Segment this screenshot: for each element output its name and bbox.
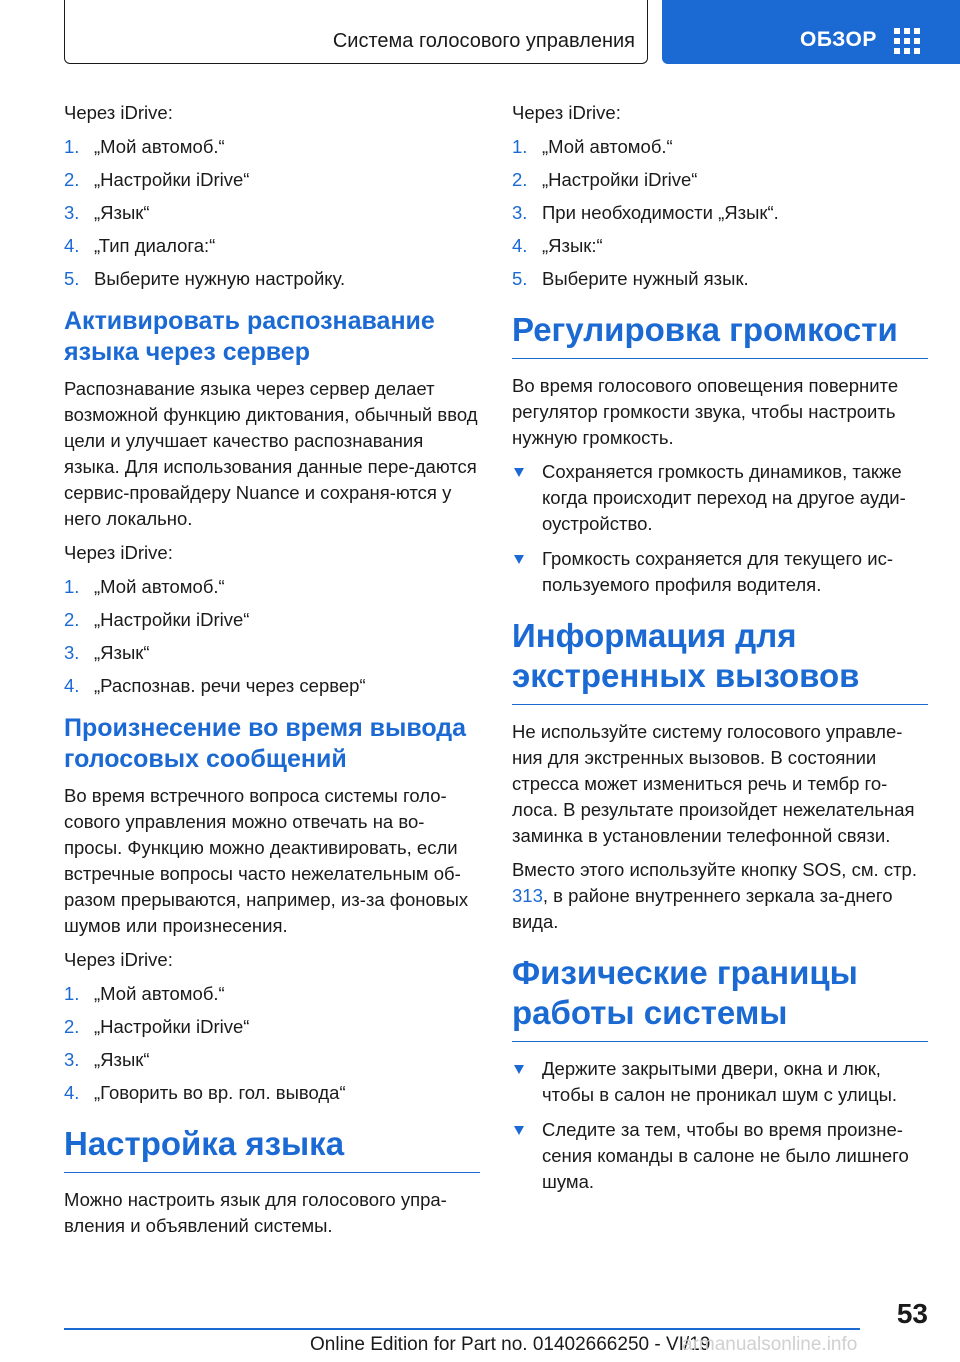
step-item: 4. „Говорить во вр. гол. вывода“ xyxy=(64,1082,346,1103)
step-item: 3. „Язык“ xyxy=(64,202,150,223)
footer-edition: Online Edition for Part no. 01402666250 - VI/19 xyxy=(310,1334,711,1355)
step-item: 4. „Распознав. речи через сервер“ xyxy=(64,675,366,696)
step-item: 4. „Тип диалога:“ xyxy=(64,235,216,256)
paragraph-volume: Во время голосового оповещения поверните регулятор громкости звука, чтобы настроить нужную громкость. xyxy=(512,375,899,448)
triangle-bullet-icon xyxy=(514,1126,524,1135)
bullets-limits xyxy=(512,1056,928,1195)
step-item: 2. „Настройки iDrive“ xyxy=(64,169,250,190)
heading-language-setting: Настройка языка xyxy=(64,1124,480,1173)
header-title: Система голосового управления xyxy=(332,30,635,52)
steps-list-language xyxy=(512,134,928,292)
step-item: 2. „Настройки iDrive“ xyxy=(64,609,250,630)
left-column xyxy=(64,100,480,1247)
step-item: 1. „Мой автомоб.“ xyxy=(64,576,225,597)
paragraph-speak-during-output: Во время встречного вопроса системы голо-сового управления можно отвечать на во-просы. Функцию можно деактивировать, если встречные вопросы часто нежелательным об-разом прерываются, например, из-за фоновых шумов или произнесения. xyxy=(64,785,469,936)
bullet-item: Держите закрытыми двери, окна и люк, чтобы в салон не проникал шум с улицы. xyxy=(512,1056,928,1108)
heading-physical-limits: Физические границы работы системы xyxy=(512,953,928,1042)
steps-list-dialog xyxy=(64,134,480,292)
via-idrive-label: Через iDrive: xyxy=(512,102,621,123)
step-item: 5. Выберите нужную настройку. xyxy=(64,268,346,289)
step-item: 1. „Мой автомоб.“ xyxy=(64,136,225,157)
bullet-item: Следите за тем, чтобы во время произне-сения команды в салоне не было лишнего шума. xyxy=(512,1117,928,1195)
step-item: 3. При необходимости „Язык“. xyxy=(512,202,779,223)
bullets-volume xyxy=(512,459,928,598)
grid-icon xyxy=(894,28,920,54)
steps-list-speak xyxy=(64,981,480,1106)
heading-speak-during-output: Произнесение во время вывода голосовых сообщений xyxy=(64,714,467,773)
via-idrive-label: Через iDrive: xyxy=(64,949,173,970)
step-item: 3. „Язык“ xyxy=(64,642,150,663)
right-column xyxy=(512,100,928,1205)
section-label: ОБЗОР xyxy=(800,28,877,51)
step-item: 2. „Настройки iDrive“ xyxy=(512,169,698,190)
page-header xyxy=(0,0,960,66)
steps-list-server xyxy=(64,574,480,699)
page-reference-link[interactable]: 313 xyxy=(512,885,543,906)
paragraph-sos: Вместо этого используйте кнопку SOS, см. стр. 313, в районе внутреннего зеркала за-днего вида. xyxy=(512,859,917,932)
step-item: 2. „Настройки iDrive“ xyxy=(64,1016,250,1037)
step-item: 3. „Язык“ xyxy=(64,1049,150,1070)
step-item: 5. Выберите нужный язык. xyxy=(512,268,749,289)
via-idrive-label: Через iDrive: xyxy=(64,542,173,563)
bullet-item: Громкость сохраняется для текущего ис-пользуемого профиля водителя. xyxy=(512,546,928,598)
triangle-bullet-icon xyxy=(514,1065,524,1074)
paragraph-language-setting: Можно настроить язык для голосового упра-вления и объявлений системы. xyxy=(64,1189,447,1236)
paragraph-emergency: Не используйте систему голосового управле-ния для экстренных вызовов. В состоянии стресса может измениться речь и тембр го-лоса. В результате произойдет нежелательная заминка в установлении телефонной связи. xyxy=(512,721,915,846)
via-idrive-label: Через iDrive: xyxy=(64,102,173,123)
step-item: 4. „Язык:“ xyxy=(512,235,603,256)
heading-volume: Регулировка громкости xyxy=(512,310,928,359)
step-item: 1. „Мой автомоб.“ xyxy=(512,136,673,157)
heading-emergency: Информация для экстренных вызовов xyxy=(512,616,928,705)
triangle-bullet-icon xyxy=(514,468,524,477)
step-item: 1. „Мой автомоб.“ xyxy=(64,983,225,1004)
section-tab xyxy=(662,0,960,64)
header-title-box xyxy=(64,0,648,64)
page-number: 53 xyxy=(896,1298,928,1329)
footer-rule xyxy=(64,1328,860,1330)
triangle-bullet-icon xyxy=(514,555,524,564)
watermark: armanualsonline.info xyxy=(682,1334,858,1355)
heading-server-recognition: Активировать распознавание языка через сервер xyxy=(64,307,435,366)
paragraph-server-recognition: Распознавание языка через сервер делает возможной функцию диктования, обычный ввод цели и улучшает качество распознавания языка. Для использования данные пере-даются сервис-провайдеру Nuance и сохраня-ются у него локально. xyxy=(64,378,478,529)
bullet-item: Сохраняется громкость динамиков, также когда происходит переход на другое ауди-оустройство. xyxy=(512,459,928,537)
